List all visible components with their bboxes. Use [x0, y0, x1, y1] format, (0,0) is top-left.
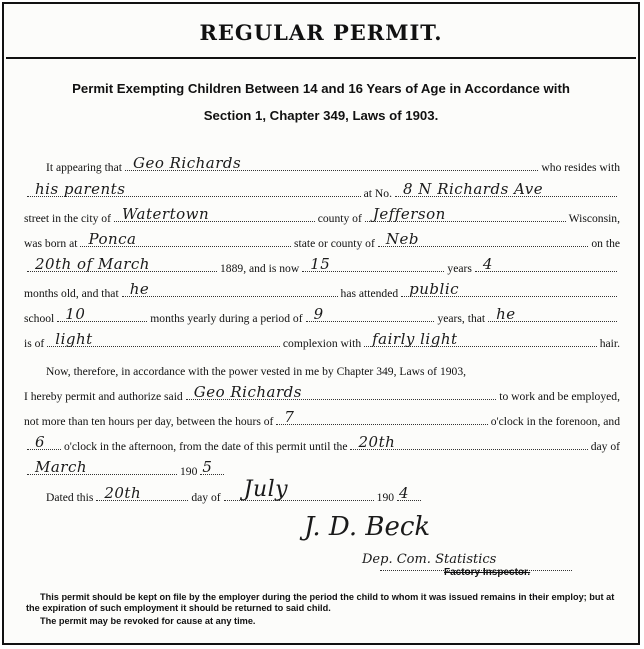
signature-title: Dep. Com. Statistics	[362, 552, 497, 567]
label-city: street in the city of	[24, 212, 111, 225]
hw-until-month: March	[35, 458, 88, 476]
field-pronoun	[122, 280, 338, 297]
hw-street-no: 8 N Richards Ave	[403, 180, 544, 198]
hw-school-type: public	[409, 280, 460, 298]
footer-note-2: The permit may be revoked for cause at any time.	[40, 616, 256, 626]
field-dated-day	[96, 484, 188, 501]
form-line-5	[24, 253, 620, 275]
form-line-3	[24, 203, 620, 225]
label-year-now: 1889, and is now	[220, 262, 300, 275]
label-years-that: years, that	[437, 312, 486, 325]
label-state-county: state or county of	[294, 237, 375, 250]
label-has-attended: has attended	[340, 287, 399, 300]
label-now-therefore: Now, therefore, in accordance with the power vested in me by Chapter 349, Laws of 1903,	[46, 365, 467, 378]
label-wisconsin: Wisconsin,	[568, 212, 621, 225]
label-years: years	[447, 262, 472, 275]
hw-born-state: Neb	[385, 230, 419, 248]
footer-note-1: This permit should be kept on file by the employer during the period the child to whom it was issued remains in their employ; but at the expiration of such employment it should be returned to said child.	[26, 592, 615, 613]
field-born-state	[378, 230, 589, 247]
hw-until-day: 20th	[358, 433, 396, 451]
label-to-work: to work and be employed,	[499, 390, 620, 403]
label-resides-with: who resides with	[541, 161, 620, 174]
label-hair: hair.	[599, 337, 620, 350]
field-age-months	[475, 255, 617, 272]
field-resides-with	[27, 180, 361, 197]
field-birth-date	[27, 255, 217, 272]
field-child-name	[125, 154, 538, 171]
hw-afternoon-hour: 6	[35, 433, 46, 451]
form-line-13	[24, 456, 620, 478]
label-190-a: 190	[180, 465, 198, 478]
field-forenoon-hour	[276, 408, 487, 425]
label-at-no: at No.	[363, 187, 392, 200]
label-months-old: months old, and that	[24, 287, 119, 300]
form-line-14	[24, 477, 620, 504]
subtitle-line-2: Section 1, Chapter 349, Laws of 1903.	[203, 108, 439, 123]
hw-dated-year: 4	[399, 484, 410, 502]
permit-document	[2, 2, 640, 645]
field-county	[365, 205, 566, 222]
document-subtitle	[4, 75, 638, 129]
label-months-period: months yearly during a period of	[150, 312, 303, 325]
label-born-at: was born at	[24, 237, 78, 250]
form-line-6	[24, 278, 620, 300]
hw-city: Watertown	[121, 205, 210, 223]
field-born-at	[80, 230, 291, 247]
label-afternoon: o'clock in the afternoon, from the date of this permit until the	[64, 440, 348, 453]
hw-born-at: Ponca	[88, 230, 137, 248]
field-until-day	[350, 433, 587, 450]
label-it-appearing: It appearing that	[46, 161, 122, 174]
form-line-2	[24, 178, 620, 200]
label-ten-hours: not more than ten hours per day, between the hours of	[24, 415, 274, 428]
subtitle-line-1: Permit Exempting Children Between 14 and 16 Years of Age in Accordance with	[72, 81, 570, 96]
label-190-b: 190	[376, 491, 395, 504]
label-forenoon: o'clock in the forenoon, and	[490, 415, 620, 428]
field-until-year	[200, 458, 224, 475]
label-is-of: is of	[24, 337, 45, 350]
label-day-of-2: day of	[191, 491, 221, 504]
form-line-8	[24, 328, 620, 350]
hw-pronoun-2: he	[496, 305, 516, 323]
field-street-no	[395, 180, 617, 197]
field-dated-year	[397, 484, 421, 501]
form-line-11	[24, 406, 620, 428]
field-hair	[364, 330, 597, 347]
field-school-type	[401, 280, 617, 297]
label-day-of: day of	[590, 440, 620, 453]
form-line-9	[24, 356, 620, 378]
field-months-yearly	[57, 305, 147, 322]
form-line-7	[24, 303, 620, 325]
hw-county: Jefferson	[372, 205, 446, 223]
label-dated-this: Dated this	[46, 491, 94, 504]
hw-authorized-name: Geo Richards	[193, 383, 302, 401]
inspector-signature: J. D. Beck	[304, 512, 431, 542]
label-county: county of	[317, 212, 362, 225]
field-dated-month	[224, 477, 374, 502]
hw-birth-date: 20th of March	[35, 255, 150, 273]
label-complexion-with: complexion with	[282, 337, 362, 350]
hw-complexion: light	[55, 330, 93, 348]
label-on-the: on the	[591, 237, 621, 250]
label-school: school	[24, 312, 55, 325]
inspector-title: Factory Inspector.	[444, 567, 531, 578]
hw-years-period: 9	[313, 305, 324, 323]
hw-pronoun: he	[129, 280, 150, 298]
field-until-month	[27, 458, 177, 475]
field-years-period	[306, 305, 435, 322]
hw-age-years: 15	[310, 255, 331, 273]
field-authorized-name	[186, 383, 497, 400]
form-line-10	[24, 381, 620, 403]
hw-dated-day: 20th	[104, 484, 142, 502]
hw-months-yearly: 10	[65, 305, 86, 323]
field-pronoun-2	[488, 305, 617, 322]
form-line-12	[24, 431, 620, 453]
form-line-4	[24, 228, 620, 250]
hw-dated-month: July	[243, 477, 289, 502]
hw-age-months: 4	[482, 255, 493, 273]
field-city	[114, 205, 315, 222]
hw-until-year: 5	[202, 458, 213, 476]
hw-resides-with: his parents	[35, 180, 126, 198]
label-hereby-permit: I hereby permit and authorize said	[24, 390, 183, 403]
field-afternoon-hour	[27, 433, 61, 450]
field-age-years	[302, 255, 444, 272]
form-line-1	[24, 152, 620, 174]
hw-forenoon-hour: 7	[284, 408, 295, 426]
hw-hair: fairly light	[372, 330, 458, 348]
document-title: REGULAR PERMIT.	[199, 20, 443, 45]
hw-child-name: Geo Richards	[132, 154, 242, 172]
title-divider	[6, 57, 636, 59]
field-complexion	[47, 330, 280, 347]
